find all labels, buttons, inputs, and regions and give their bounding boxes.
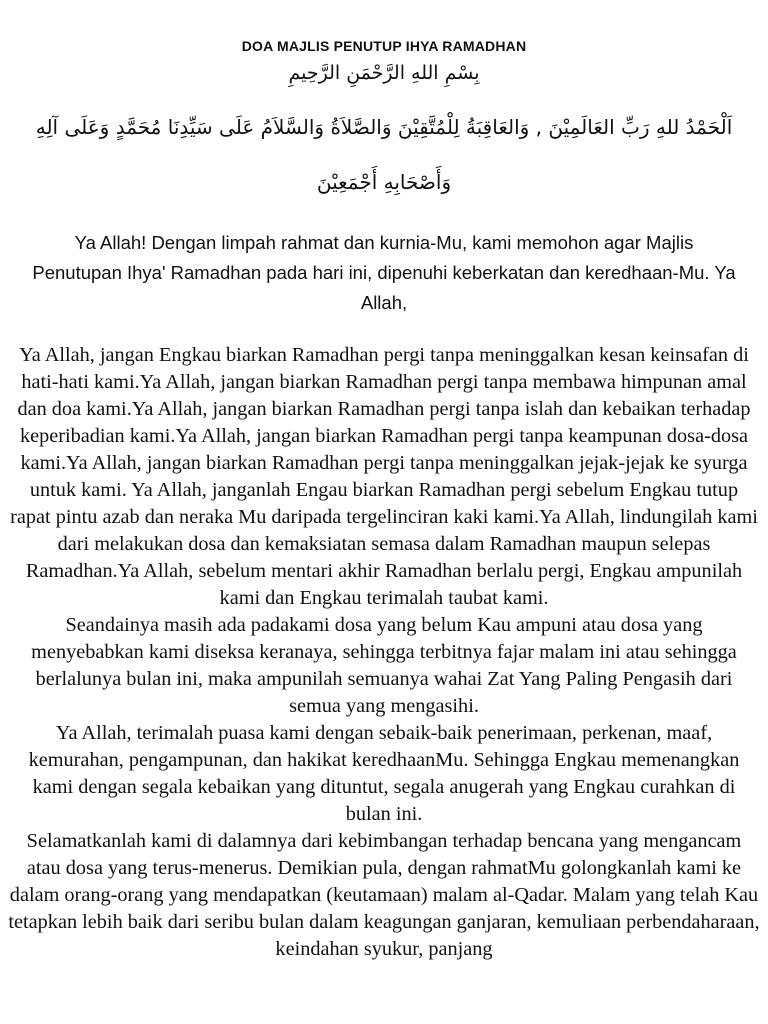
page-title: DOA MAJLIS PENUTUP IHYA RAMADHAN [241,38,527,54]
arabic-opening-line-1: اَلْحَمْدُ للهِ رَبِّ العَالَمِيْنَ , وَالعَاقِبَةُ لِلْمُتَّقِيْنَ وَالصَّلاَةُ وَالسَّلاَمُ عَلَى سَيِّدِنَا مُحَمَّدٍ وَعَلَى آلِهِ [35,115,733,139]
basmalah-text: بِسْمِ اللهِ الرَّحْمَنِ الرَّحِيمِ [288,62,480,84]
intro-paragraph: Ya Allah! Dengan limpah rahmat dan kurnia-Mu, kami memohon agar Majlis Penutupan Ihya' Ramadhan pada hari ini, dipenuhi keberkatan dan keredhaan-Mu. Ya Allah, [32,232,736,313]
prayer-paragraph: Selamatkanlah kami di dalamnya dari kebimbangan terhadap bencana yang mengancam atau dosa yang terus-menerus. Demikian pula, dengan rahmatMu golongkanlah kami ke dalam orang-orang yang mendapatkan (keutamaan) malam al-Qadar. Malam yang telah Kau tetapkan lebih baik dari seribu bulan dalam keagungan ganjaran, kemuliaan perbendaharaan, keindahan syukur, panjang [8,830,760,960]
prayer-paragraph: Seandainya masih ada padakami dosa yang belum Kau ampuni atau dosa yang menyebabkan kami diseksa keranaya, sehingga terbitnya fajar malam ini atau sehingga berlalunya bulan ini, maka ampunilah semuanya wahai Zat Yang Paling Pengasih dari semua yang mengasihi. [31,614,737,717]
arabic-opening-line-2: وَأَصْحَابِهِ أَجْمَعِيْنَ [316,170,452,194]
prayer-body [8,342,760,963]
prayer-paragraph: Ya Allah, terimalah puasa kami dengan sebaik-baik penerimaan, perkenan, maaf, kemurahan, pengampunan, dan hakikat keredhaanMu. Sehingga Engkau memenangkan kami dengan segala kebaikan yang dituntut, segala anugerah yang Engkau curahkan di bulan ini. [28,722,740,825]
prayer-paragraph: Ya Allah, jangan Engkau biarkan Ramadhan pergi tanpa meninggalkan kesan keinsafan di hati-hati kami.Ya Allah, jangan biarkan Ramadhan pergi tanpa membawa himpunan amal dan doa kami.Ya Allah, jangan biarkan Ramadhan pergi tanpa islah dan kebaikan terhadap keperibadian kami.Ya Allah, jangan biarkan Ramadhan pergi tanpa keampunan dosa-dosa kami.Ya Allah, jangan biarkan Ramadhan pergi tanpa meninggalkan jejak-jejak ke syurga untuk kami. Ya Allah, janganlah Engau biarkan Ramadhan pergi sebelum Engkau tutup rapat pintu azab dan neraka Mu daripada tergelinciran kaki kami.Ya Allah, lindungilah kami dari melakukan dosa dan kemaksiatan semasa dalam Ramadhan maupun selepas Ramadhan.Ya Allah, sebelum mentari akhir Ramadhan berlalu pergi, Engkau ampunilah kami dan Engkau terimalah taubat kami. [10,344,758,609]
